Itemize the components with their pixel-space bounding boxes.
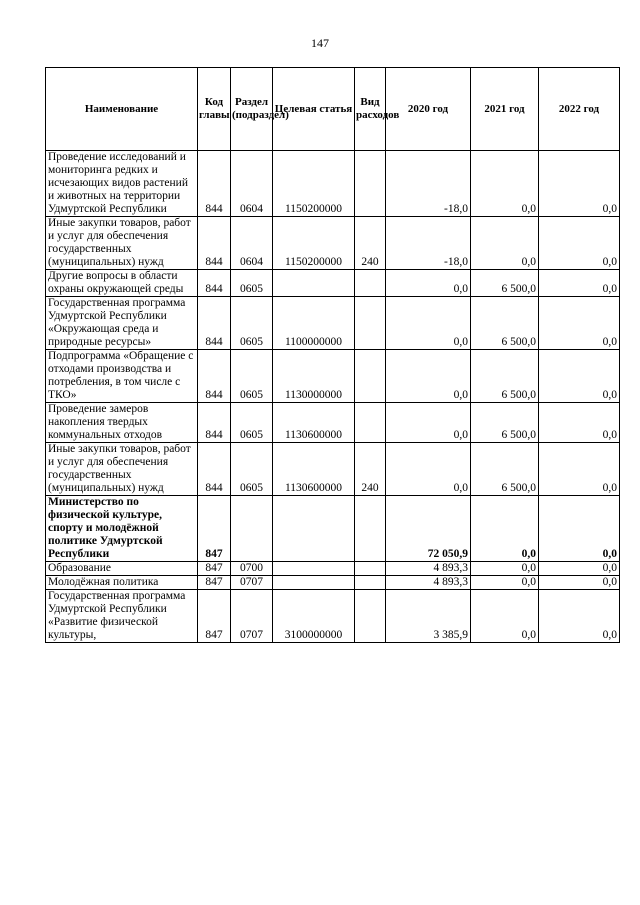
cell-name: Иные закупки товаров, работ и услуг для обеспечения государственных (муниципальных) нужд [46, 217, 198, 270]
table-row [46, 496, 620, 562]
cell-type [355, 297, 386, 350]
cell-y2022: 0,0 [539, 403, 620, 443]
cell-name: Проведение замеров накопления твердых коммунальных отходов [46, 403, 198, 443]
cell-y2021: 0,0 [471, 217, 539, 270]
header-target: Целевая статья [273, 68, 355, 151]
header-2022: 2022 год [539, 68, 620, 151]
cell-y2020: 0,0 [386, 270, 471, 297]
cell-y2020: 0,0 [386, 297, 471, 350]
cell-target: 1100000000 [273, 297, 355, 350]
cell-code: 844 [198, 151, 231, 217]
cell-target [273, 496, 355, 562]
cell-name: Иные закупки товаров, работ и услуг для обеспечения государственных (муниципальных) нужд [46, 443, 198, 496]
cell-y2022: 0,0 [539, 217, 620, 270]
cell-y2020: -18,0 [386, 217, 471, 270]
header-section: Раздел (подраздел) [231, 68, 273, 151]
cell-target [273, 270, 355, 297]
header-2021: 2021 год [471, 68, 539, 151]
cell-name: Молодёжная политика [46, 576, 198, 590]
cell-code: 847 [198, 590, 231, 643]
cell-type [355, 562, 386, 576]
budget-table [45, 67, 620, 643]
cell-code: 844 [198, 297, 231, 350]
page-number: 147 [311, 36, 329, 50]
cell-y2022: 0,0 [539, 151, 620, 217]
cell-section: 0605 [231, 443, 273, 496]
cell-y2020: 72 050,9 [386, 496, 471, 562]
cell-name: Государственная программа Удмуртской Республики «Развитие физической культуры, [46, 590, 198, 643]
table-row [46, 217, 620, 270]
table-row [46, 350, 620, 403]
header-name: Наименование [46, 68, 198, 151]
cell-y2021: 6 500,0 [471, 297, 539, 350]
cell-section: 0707 [231, 590, 273, 643]
cell-section: 0605 [231, 350, 273, 403]
cell-target [273, 576, 355, 590]
table-row [46, 590, 620, 643]
header-2020: 2020 год [386, 68, 471, 151]
cell-y2021: 6 500,0 [471, 403, 539, 443]
cell-target: 1150200000 [273, 217, 355, 270]
cell-y2021: 0,0 [471, 562, 539, 576]
cell-name: Проведение исследований и мониторинга редких и исчезающих видов растений и животных на территории Удмуртской Республики [46, 151, 198, 217]
table-row [46, 562, 620, 576]
cell-name: Подпрограмма «Обращение с отходами производства и потребления, в том числе с ТКО» [46, 350, 198, 403]
cell-y2020: 0,0 [386, 403, 471, 443]
cell-y2021: 0,0 [471, 590, 539, 643]
cell-section: 0707 [231, 576, 273, 590]
cell-code: 847 [198, 562, 231, 576]
cell-type [355, 576, 386, 590]
cell-y2021: 0,0 [471, 151, 539, 217]
cell-y2022: 0,0 [539, 443, 620, 496]
cell-section: 0605 [231, 297, 273, 350]
cell-name: Государственная программа Удмуртской Республики «Окружающая среда и природные ресурсы» [46, 297, 198, 350]
cell-type [355, 350, 386, 403]
table-row [46, 443, 620, 496]
cell-y2022: 0,0 [539, 590, 620, 643]
cell-target [273, 562, 355, 576]
cell-y2022: 0,0 [539, 496, 620, 562]
cell-y2022: 0,0 [539, 562, 620, 576]
cell-y2022: 0,0 [539, 270, 620, 297]
cell-y2020: 0,0 [386, 350, 471, 403]
cell-target: 1150200000 [273, 151, 355, 217]
cell-section: 0604 [231, 151, 273, 217]
cell-code: 844 [198, 403, 231, 443]
cell-code: 844 [198, 217, 231, 270]
cell-type [355, 270, 386, 297]
table-row [46, 270, 620, 297]
cell-type: 240 [355, 217, 386, 270]
cell-y2021: 6 500,0 [471, 270, 539, 297]
cell-type [355, 151, 386, 217]
cell-name: Другие вопросы в области охраны окружающей среды [46, 270, 198, 297]
cell-section [231, 496, 273, 562]
cell-target: 1130000000 [273, 350, 355, 403]
table-row [46, 151, 620, 217]
cell-target: 3100000000 [273, 590, 355, 643]
header-row [46, 68, 620, 151]
cell-code: 844 [198, 443, 231, 496]
cell-y2022: 0,0 [539, 350, 620, 403]
cell-type [355, 403, 386, 443]
cell-y2020: 4 893,3 [386, 562, 471, 576]
cell-section: 0700 [231, 562, 273, 576]
cell-y2021: 0,0 [471, 496, 539, 562]
cell-y2020: 0,0 [386, 443, 471, 496]
cell-type [355, 496, 386, 562]
cell-section: 0605 [231, 270, 273, 297]
cell-target: 1130600000 [273, 403, 355, 443]
cell-y2021: 0,0 [471, 576, 539, 590]
cell-code: 844 [198, 350, 231, 403]
cell-name: Образование [46, 562, 198, 576]
table-row [46, 403, 620, 443]
cell-y2021: 6 500,0 [471, 350, 539, 403]
cell-target: 1130600000 [273, 443, 355, 496]
cell-section: 0604 [231, 217, 273, 270]
cell-type: 240 [355, 443, 386, 496]
cell-y2020: 3 385,9 [386, 590, 471, 643]
table-row [46, 576, 620, 590]
cell-section: 0605 [231, 403, 273, 443]
cell-y2021: 6 500,0 [471, 443, 539, 496]
cell-y2020: -18,0 [386, 151, 471, 217]
cell-type [355, 590, 386, 643]
cell-name: Министерство по физической культуре, спорту и молодёжной политике Удмуртской Республики [46, 496, 198, 562]
cell-y2020: 4 893,3 [386, 576, 471, 590]
cell-code: 847 [198, 496, 231, 562]
cell-code: 844 [198, 270, 231, 297]
header-code: Код главы [198, 68, 231, 151]
cell-code: 847 [198, 576, 231, 590]
header-type: Вид расходов [355, 68, 386, 151]
cell-y2022: 0,0 [539, 576, 620, 590]
cell-y2022: 0,0 [539, 297, 620, 350]
table-row [46, 297, 620, 350]
